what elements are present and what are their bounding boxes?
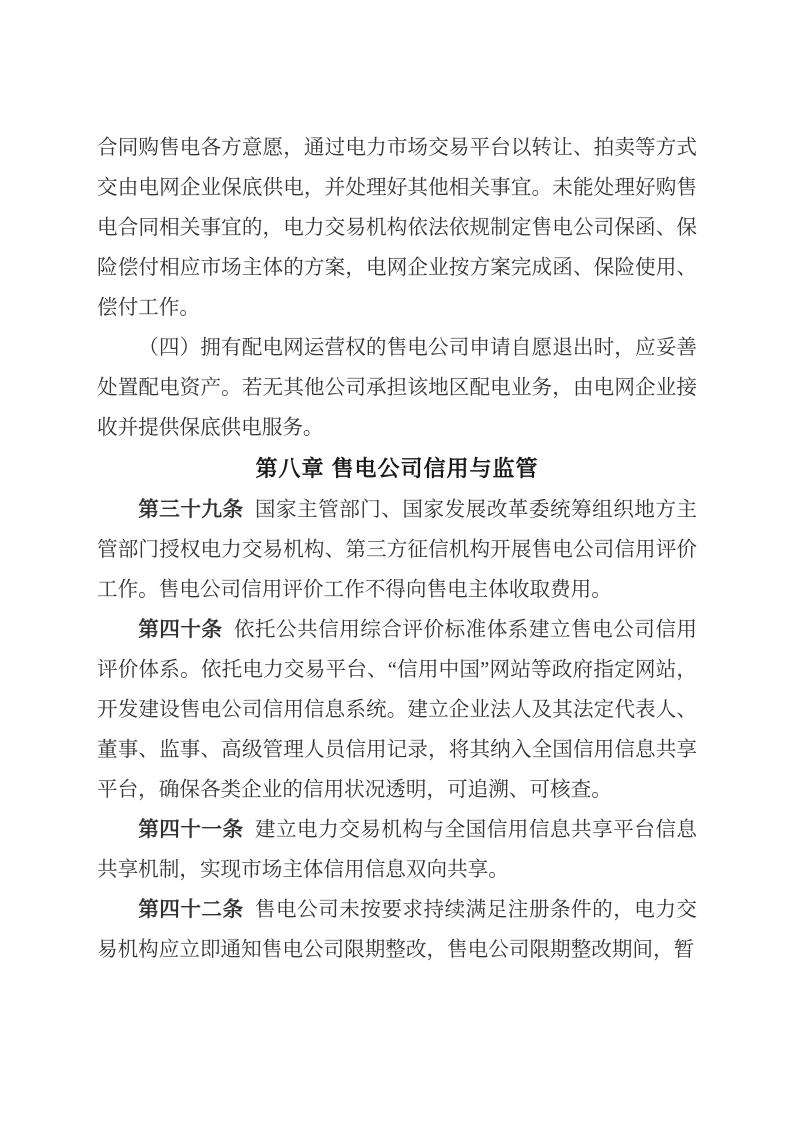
paragraph-article-40 xyxy=(97,610,697,810)
document-body xyxy=(97,128,697,970)
paragraph-item-4 xyxy=(97,328,697,448)
chapter-heading: 第八章 售电公司信用与监管 xyxy=(255,456,539,481)
paragraph-text: 国家主管部门、国家发展改革委统筹组织地方主管部门授权电力交易机构、第三方征信机构开展售电公司信用评价工作。售电公司信用评价工作不得向售电主体收取费用。 xyxy=(97,499,698,601)
article-number: 第四十一条 xyxy=(138,819,244,841)
article-number: 第四十条 xyxy=(138,619,223,641)
paragraph-article-39 xyxy=(97,490,697,610)
paragraph-text: 售电公司未按要求持续满足注册条件的，电力交易机构应立即通知售电公司限期整改，售电公司限期整改期间，暂 xyxy=(97,899,698,961)
paragraph-text: 建立电力交易机构与全国信用信息共享平台信息共享机制，实现市场主体信用信息双向共享。 xyxy=(97,819,698,881)
paragraph-text: 依托公共信用综合评价标准体系建立售电公司信用评价体系。依托电力交易平台、“信用中国”网站等政府指定网站，开发建设售电公司信用信息系统。建立企业法人及其法定代表人、董事、监事、高级管理人员信用记录，将其纳入全国信用信息共享平台，确保各类企业的信用状况透明，可追溯、可核查。 xyxy=(97,619,698,801)
paragraph-article-41 xyxy=(97,810,697,890)
article-number: 第三十九条 xyxy=(138,499,244,521)
paragraph-text: 合同购售电各方意愿，通过电力市场交易平台以转让、拍卖等方式交由电网企业保底供电，并处理好其他相关事宜。未能处理好购售电合同相关事宜的，电力交易机构依法依规制定售电公司保函、保险偿付相应市场主体的方案，电网企业按方案完成函、保险使用、偿付工作。 xyxy=(97,137,697,319)
paragraph-continuation xyxy=(97,128,697,328)
article-number: 第四十二条 xyxy=(138,899,244,921)
paragraph-text: （四）拥有配电网运营权的售电公司申请自愿退出时，应妥善处置配电资产。若无其他公司承担该地区配电业务，由电网企业接收并提供保底供电服务。 xyxy=(97,337,697,439)
paragraph-article-42 xyxy=(97,890,697,970)
